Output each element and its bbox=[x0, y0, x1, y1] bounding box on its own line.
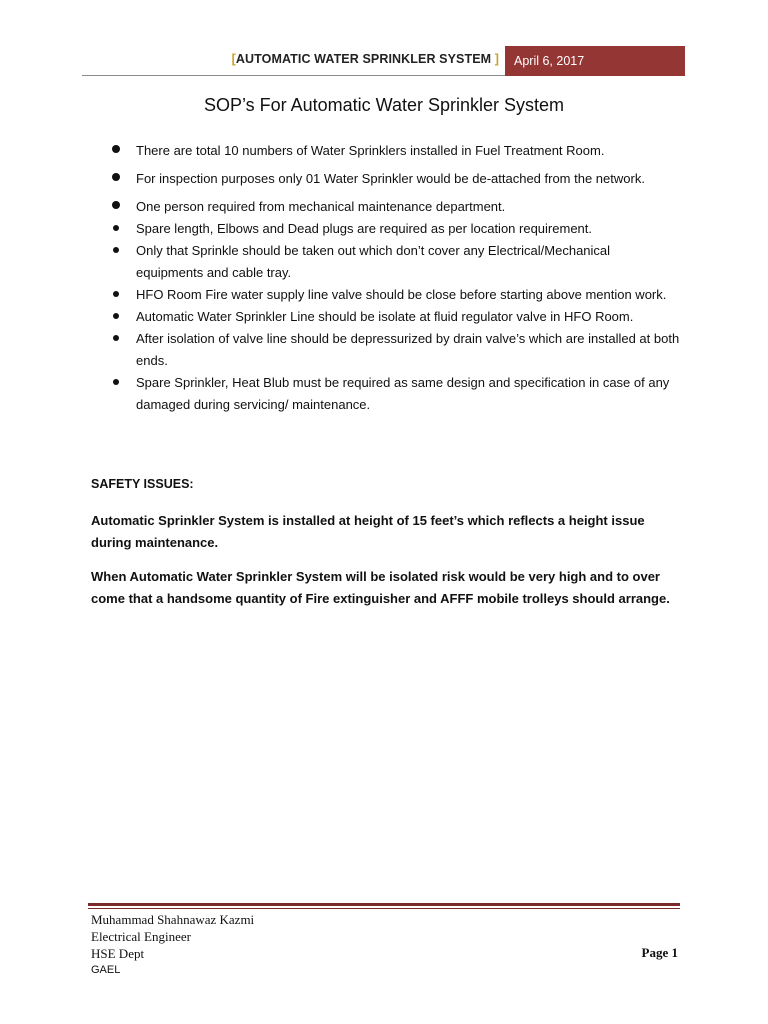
header-bracket-close: ] bbox=[494, 52, 499, 66]
list-item: For inspection purposes only 01 Water Sprinkler would be de-attached from the network. bbox=[110, 168, 680, 190]
footer-department: HSE Dept bbox=[91, 946, 145, 961]
list-item: Spare length, Elbows and Dead plugs are required as per location requirement. bbox=[110, 218, 680, 240]
list-item: Spare Sprinkler, Heat Blub must be required as same design and specification in case of any damaged during servicing/ maintenance. bbox=[110, 372, 680, 416]
footer-company: GAEL bbox=[91, 964, 121, 976]
list-item: There are total 10 numbers of Water Sprinklers installed in Fuel Treatment Room. bbox=[110, 140, 680, 162]
bullet-dot-icon bbox=[113, 247, 119, 253]
safety-paragraph-height: Automatic Sprinkler System is installed at height of 15 feet’s which reflects a height issue during maintenance. bbox=[91, 513, 645, 550]
footer-designation: Electrical Engineer bbox=[91, 929, 191, 944]
footer-author-name: Muhammad Shahnawaz Kazmi bbox=[91, 912, 255, 927]
bullet-dot-icon bbox=[113, 225, 119, 231]
header-title-text: AUTOMATIC WATER SPRINKLER SYSTEM bbox=[235, 52, 492, 66]
safety-paragraph-isolation: When Automatic Water Sprinkler System will be isolated risk would be very high and to over come that a handsome quantity of Fire extinguisher and AFFF mobile trolleys should arrange. bbox=[91, 569, 670, 606]
bullet-dot-icon bbox=[113, 313, 119, 319]
safety-issues-heading: SAFETY ISSUES: bbox=[91, 477, 194, 491]
list-item: Only that Sprinkle should be taken out which don’t cover any Electrical/Mechanical equipments and cable tray. bbox=[110, 240, 680, 284]
bullet-dot-icon bbox=[113, 291, 119, 297]
bullet-dot-icon bbox=[112, 145, 120, 153]
list-item: Automatic Water Sprinkler Line should be isolate at fluid regulator valve in HFO Room. bbox=[110, 306, 680, 328]
document-title: SOP’s For Automatic Water Sprinkler System bbox=[203, 95, 565, 115]
header-date: April 6, 2017 bbox=[505, 46, 685, 76]
list-item: After isolation of valve line should be depressurized by drain valve’s which are installed at both ends. bbox=[110, 328, 680, 372]
list-item: HFO Room Fire water supply line valve should be close before starting above mention work. bbox=[110, 284, 680, 306]
bullet-dot-icon bbox=[112, 201, 120, 209]
footer-rule-thin bbox=[88, 908, 680, 909]
page-number: Page 1 bbox=[641, 945, 678, 960]
bullet-dot-icon bbox=[113, 379, 119, 385]
page-footer bbox=[91, 911, 254, 979]
bullet-dot-icon bbox=[113, 335, 119, 341]
footer-rule-thick bbox=[88, 903, 680, 906]
header-title bbox=[232, 52, 499, 66]
header-bracket-open: [ bbox=[231, 52, 236, 66]
list-item: One person required from mechanical maintenance department. bbox=[110, 196, 680, 218]
page-header bbox=[82, 46, 685, 76]
sop-bullet-list bbox=[110, 140, 680, 416]
header-rule bbox=[82, 75, 505, 76]
bullet-dot-icon bbox=[112, 173, 120, 181]
